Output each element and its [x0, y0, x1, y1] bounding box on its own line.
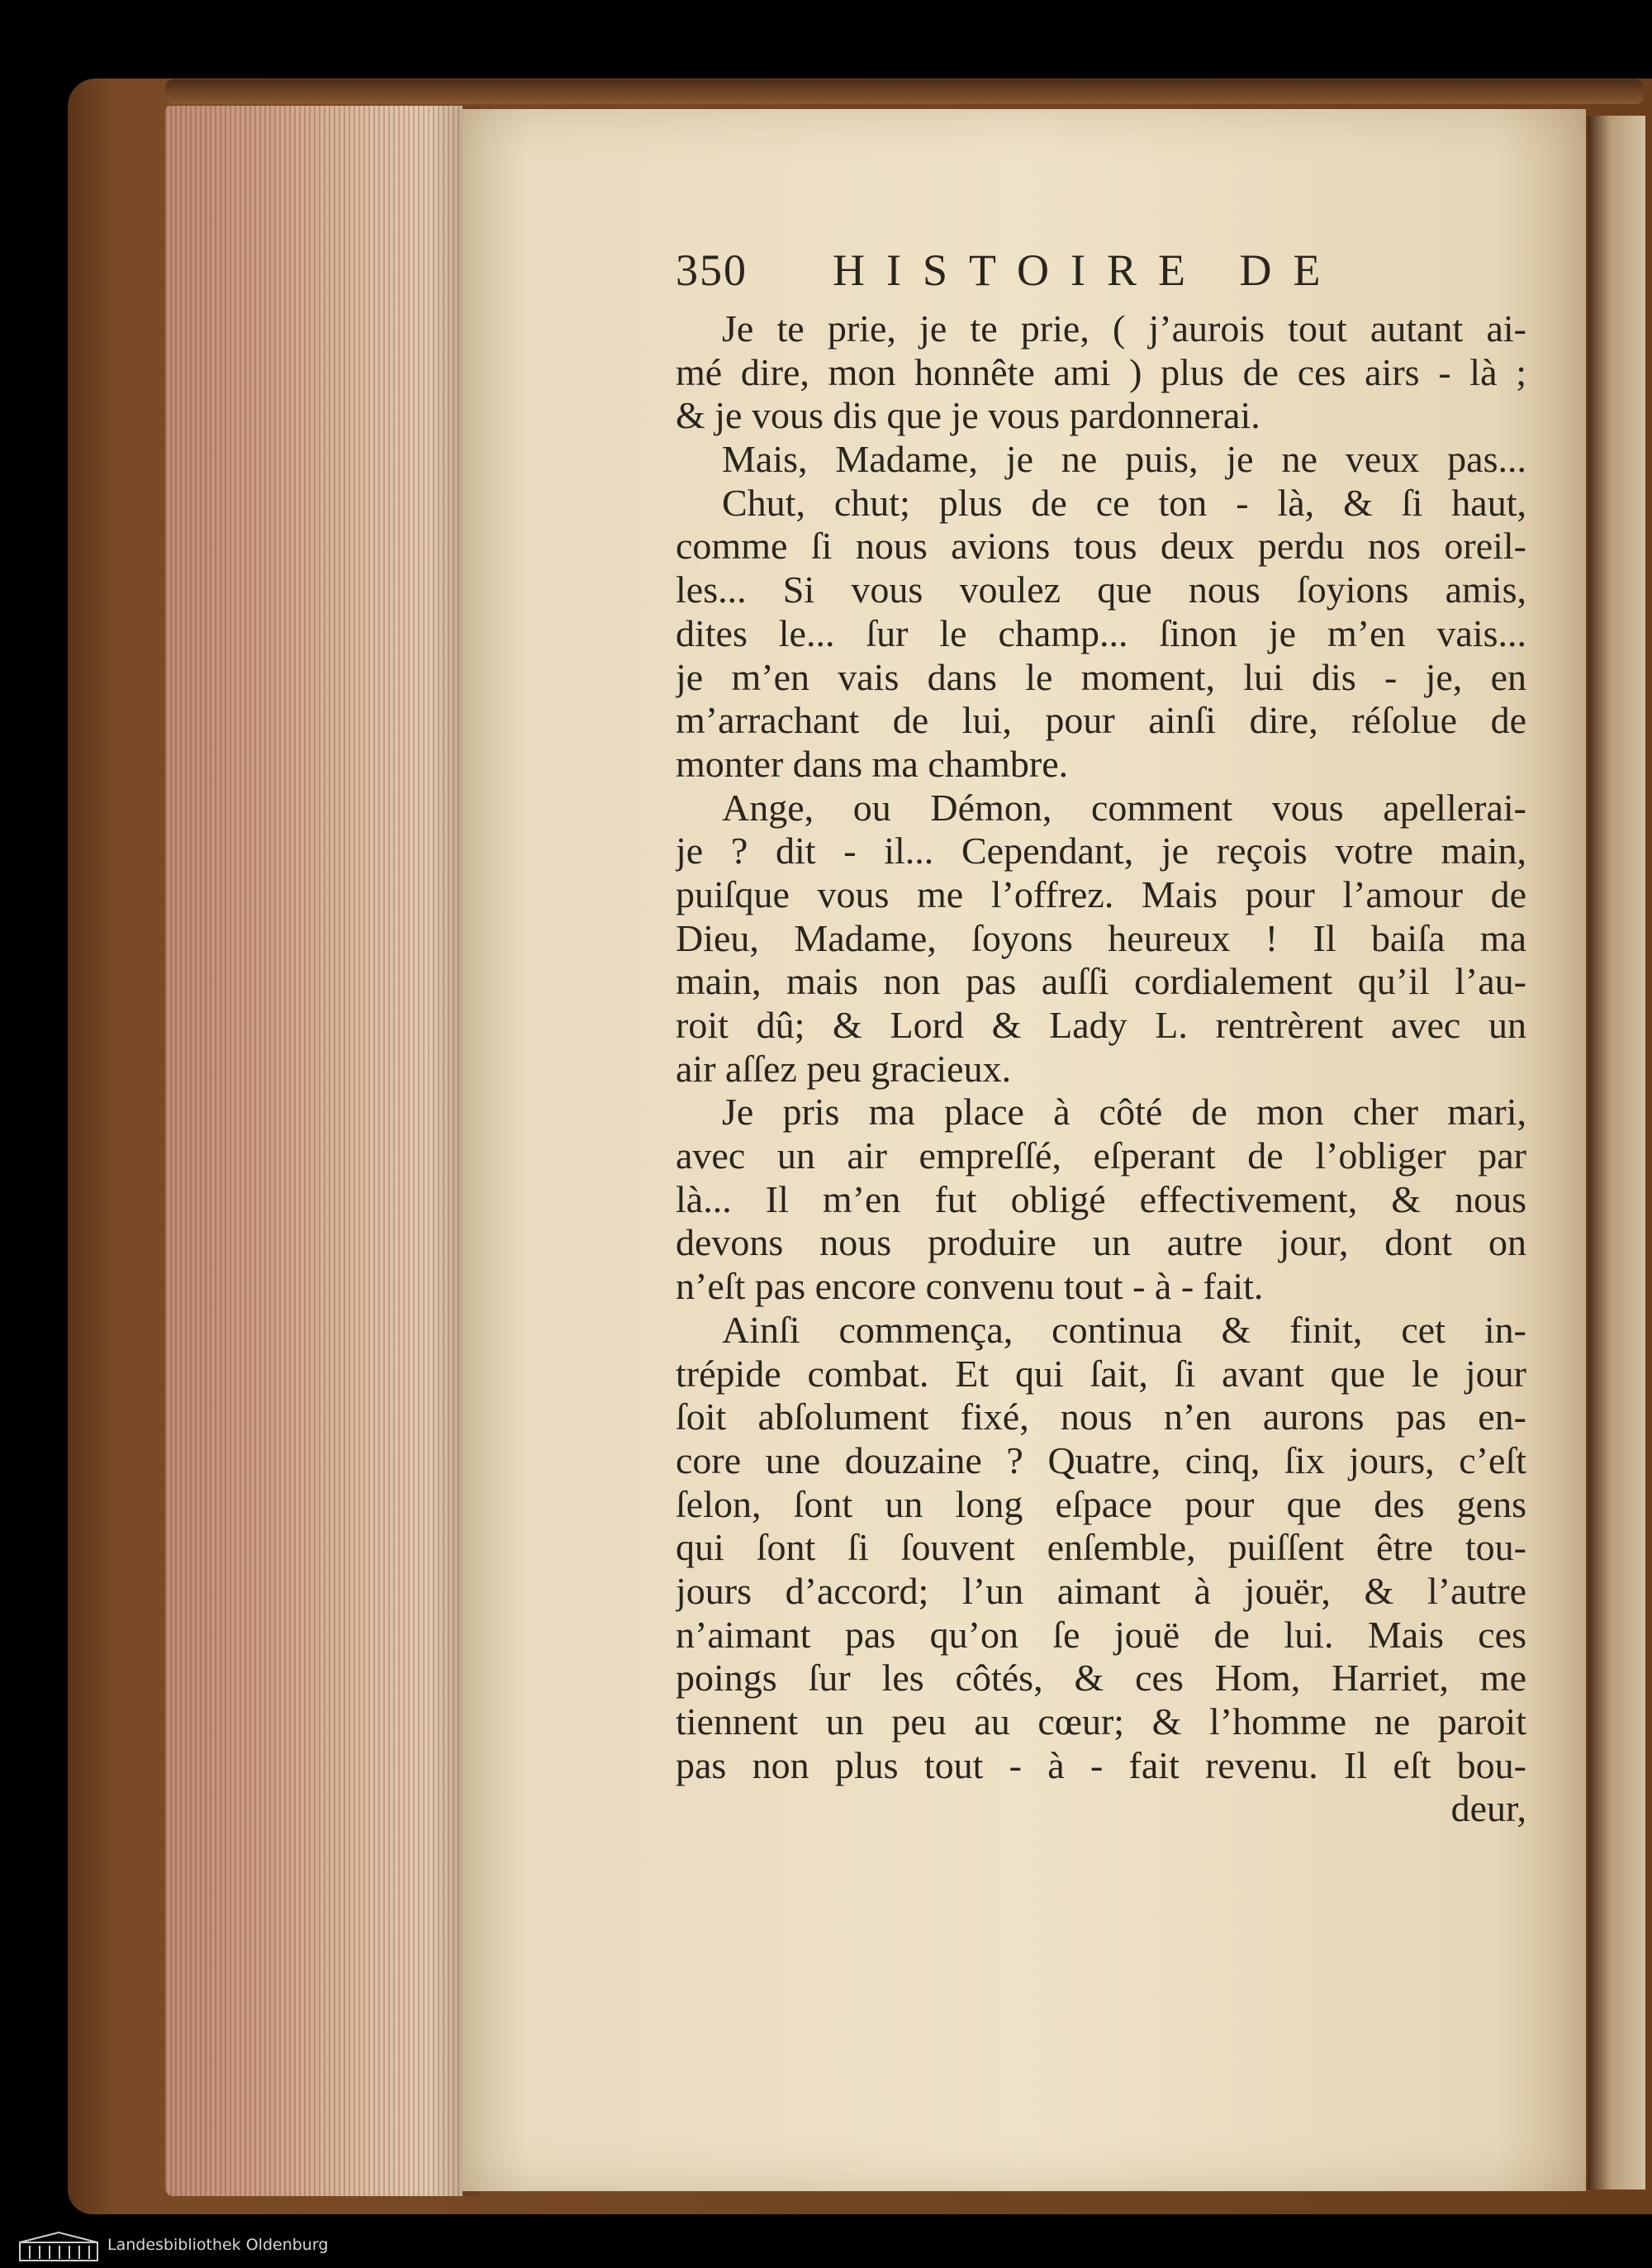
catchword: deur, [1450, 1787, 1526, 1830]
text-line: ſoit abſolument fixé, nous n’en aurons pas en- [676, 1396, 1526, 1438]
text-line: avec un air empreſſé, eſperant de l’obliger par [676, 1134, 1526, 1177]
text-line: poings ſur les côtés, & ces Hom, Harriet, me [676, 1657, 1526, 1700]
text-line: & je vous dis que je vous pardonnerai. [676, 394, 1260, 437]
text-line: monter dans ma chambre. [676, 742, 1069, 785]
text-line: comme ſi nous avions tous deux perdu nos oreil- [676, 525, 1526, 568]
text-line: Mais, Madame, je ne puis, je ne veux pas... [722, 438, 1526, 481]
text-line: pas non plus tout - à - fait revenu. Il eſt bou- [676, 1743, 1526, 1786]
text-line: Chut, chut; plus de ce ton - là, & ſi haut, [722, 481, 1526, 524]
text-line: n’aimant pas qu’on ſe jouë de lui. Mais ces [676, 1613, 1526, 1656]
text-line: dites le... ſur le champ... ſinon je m’en vais... [676, 611, 1526, 654]
page-number: 350 [676, 245, 748, 295]
text-line: Je pris ma place à côté de mon cher mari, [722, 1091, 1526, 1134]
facing-page-edge [1588, 116, 1645, 2190]
text-line: mé dire, mon honnête ami ) plus de ces airs - là ; [676, 350, 1526, 393]
text-line: qui ſont ſi ſouvent enſemble, puiſſent être tou- [676, 1526, 1526, 1569]
running-title: HISTOIRE DE [833, 245, 1342, 295]
text-line: les... Si vous voulez que nous ſoyions amis, [676, 568, 1526, 611]
text-line: core une douzaine ? Quatre, cinq, ſix jours, c’eſt [676, 1438, 1526, 1481]
page-edges [165, 106, 463, 2196]
text-line: ſelon, ſont un long eſpace pour que des gens [676, 1482, 1526, 1525]
text-line: trépide combat. Et qui ſait, ſi avant que le jour [676, 1352, 1526, 1395]
library-building-icon [18, 2231, 99, 2262]
book-binding-top [165, 79, 1644, 104]
text-line: roit dû; & Lord & Lady L. rentrèrent avec un [676, 1004, 1526, 1046]
text-line: là... Il m’en fut obligé effectivement, & nous [676, 1177, 1526, 1220]
text-line: tiennent un peu au cœur; & l’homme ne paroit [676, 1700, 1526, 1743]
text-line: je ? dit - il... Cependant, je reçois votre main, [676, 830, 1526, 872]
running-head [676, 245, 1609, 294]
text-line: Dieu, Madame, ſoyons heureux ! Il baiſa ma [676, 916, 1526, 959]
text-line: main, mais non pas auſſi cordialement qu’il l’au- [676, 960, 1526, 1003]
body-text [676, 307, 1526, 1831]
text-line: je m’en vais dans le moment, lui dis - je, en [676, 655, 1526, 698]
text-line: n’eſt pas encore convenu tout - à - fait. [676, 1265, 1264, 1308]
text-line: devons nous produire un autre jour, dont on [676, 1221, 1526, 1264]
text-line: jours d’accord; l’un aimant à jouër, & l’autre [676, 1569, 1526, 1612]
text-line: Ainſi commença, continua & finit, cet in- [722, 1308, 1526, 1351]
library-name: Landesbibliothek Oldenburg [107, 2236, 329, 2254]
text-line: Ange, ou Démon, comment vous apellerai- [722, 786, 1526, 829]
text-line: Je te prie, je te prie, ( j’aurois tout autant ai- [722, 307, 1526, 349]
footer-bar [0, 2224, 1652, 2268]
text-line: air aſſez peu gracieux. [676, 1047, 1012, 1090]
text-line: puiſque vous me l’offrez. Mais pour l’amour de [676, 872, 1526, 915]
text-line: m’arrachant de lui, pour ainſi dire, réſolue de [676, 699, 1526, 742]
